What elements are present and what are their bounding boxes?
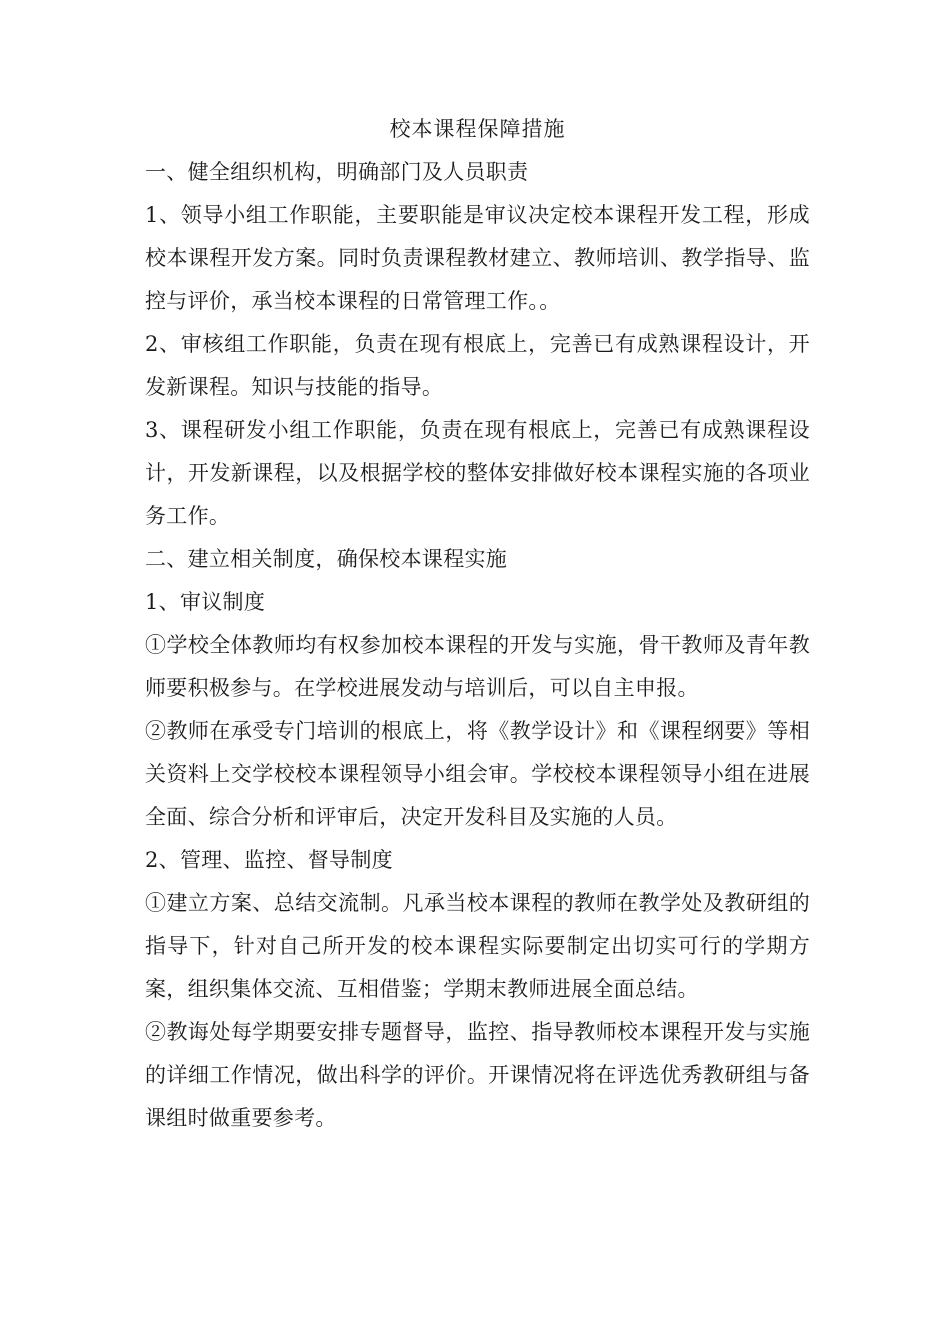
document-title: 校本课程保障措施 bbox=[389, 117, 566, 141]
subheading-review-system: 1、审议制度 bbox=[145, 590, 266, 614]
paragraph-leadership-group: 1、领导小组工作职能，主要职能是审议决定校本课程开发工程，形成校本课程开发方案。同时负责课程教材建立、教师培训、教学指导、监控与评价，承当校本课程的日常管理工作。。 bbox=[145, 203, 810, 313]
paragraph-review-item-2: ②教师在承受专门培训的根底上，将《教学设计》和《课程纲要》等相关资料上交学校校本课程领导小组会审。学校校本课程领导小组在进展全面、综合分析和评审后，决定开发科目及实施的人员。 bbox=[145, 719, 810, 829]
paragraph-management-item-1: ①建立方案、总结交流制。凡承当校本课程的教师在教学处及教研组的指导下，针对自己所开发的校本课程实际要制定出切实可行的学期方案，组织集体交流、互相借鉴；学期末教师进展全面总结。 bbox=[145, 891, 810, 1001]
paragraph-review-group: 2、审核组工作职能，负责在现有根底上，完善已有成熟课程设计，开发新课程。知识与技能的指导。 bbox=[145, 332, 810, 399]
paragraph-review-item-1: ①学校全体教师均有权参加校本课程的开发与实施，骨干教师及青年教师要积极参与。在学校进展发动与培训后，可以自主申报。 bbox=[145, 633, 810, 700]
paragraph-research-group: 3、课程研发小组工作职能，负责在现有根底上，完善已有成熟课程设计，开发新课程，以及根据学校的整体安排做好校本课程实施的各项业务工作。 bbox=[145, 418, 810, 528]
document-body bbox=[145, 108, 810, 1140]
section-heading-2: 二、建立相关制度，确保校本课程实施 bbox=[145, 547, 508, 571]
section-heading-1: 一、健全组织机构，明确部门及人员职责 bbox=[145, 160, 529, 184]
subheading-management-system: 2、管理、监控、督导制度 bbox=[145, 848, 393, 872]
paragraph-management-item-2: ②教诲处每学期要安排专题督导，监控、指导教师校本课程开发与实施的详细工作情况，做出科学的评价。开课情况将在评选优秀教研组与备课组时做重要参考。 bbox=[145, 1020, 810, 1130]
